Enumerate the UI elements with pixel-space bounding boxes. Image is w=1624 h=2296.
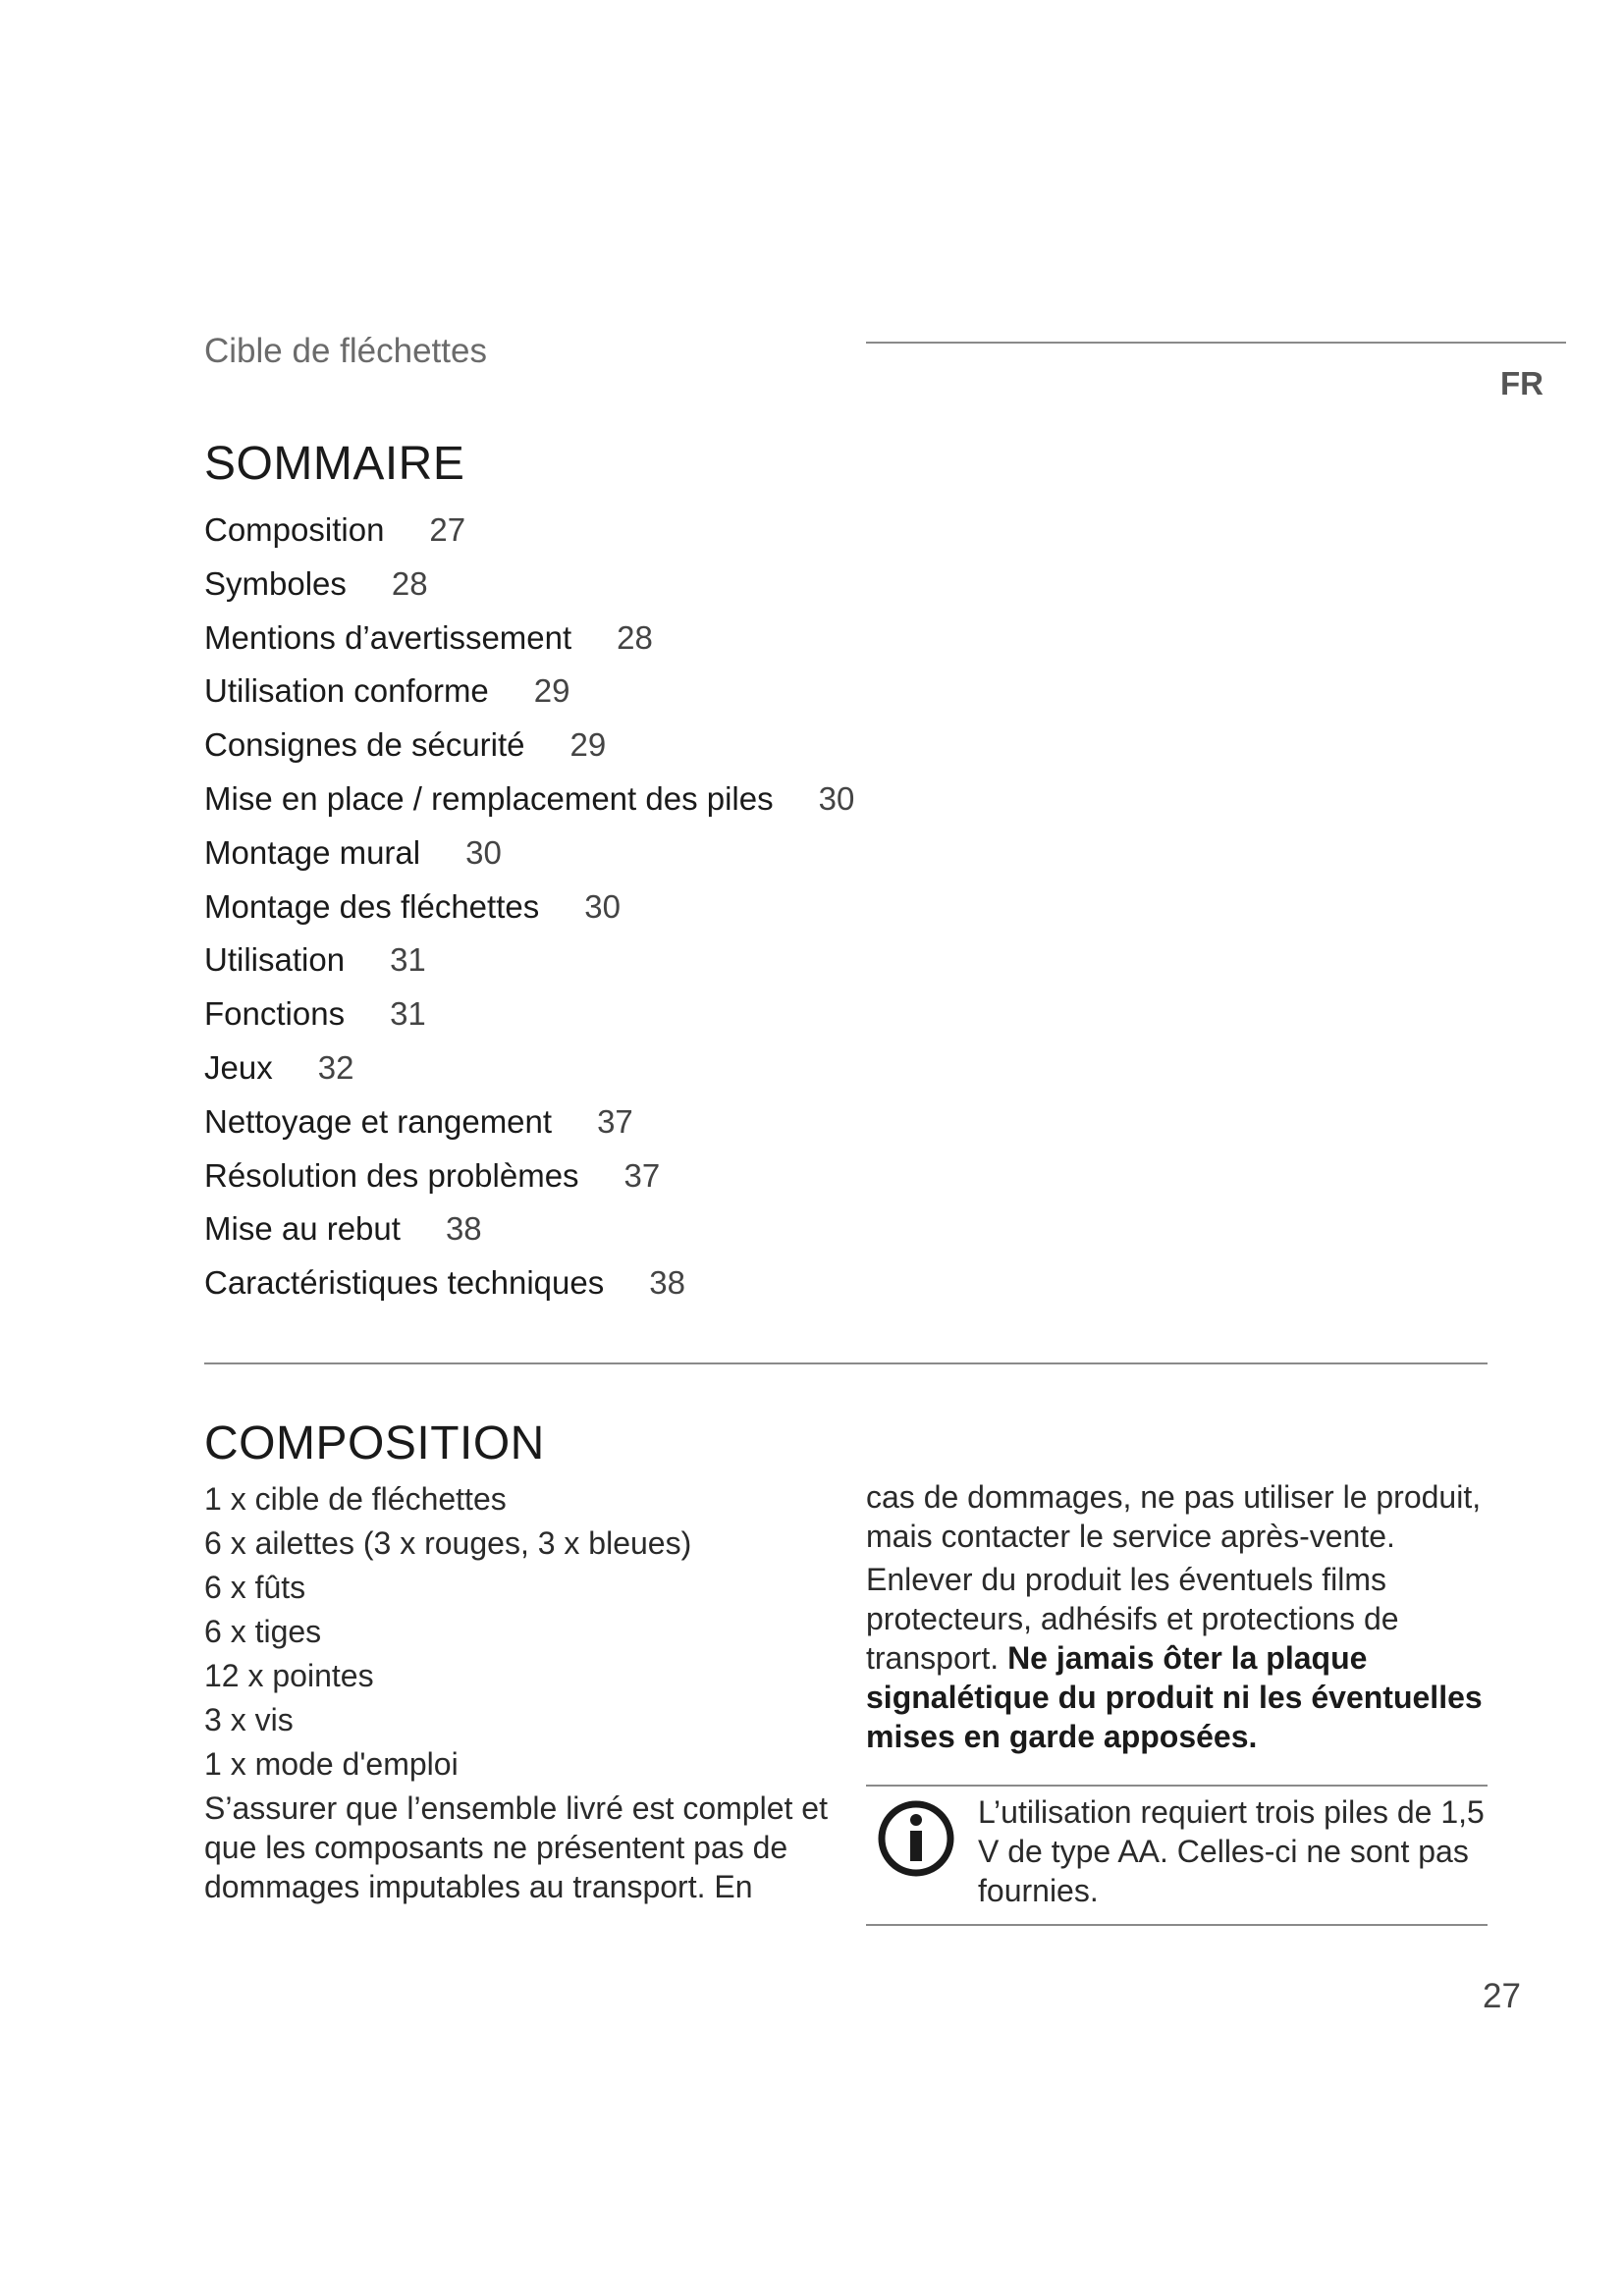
toc-item <box>204 881 854 934</box>
toc-item-page: 31 <box>390 995 426 1033</box>
toc-item-label: Mentions d’avertissement <box>204 618 572 656</box>
toc-item-label: Résolution des problèmes <box>204 1156 579 1194</box>
toc-item-label: Mise en place / remplacement des piles <box>204 779 774 817</box>
toc-item <box>204 1095 854 1149</box>
toc-item-page: 30 <box>584 887 621 925</box>
toc-item <box>204 504 854 558</box>
toc-item-page: 30 <box>818 779 855 817</box>
document-header-title: Cible de fléchettes <box>204 332 487 370</box>
remove-films-text: Enlever du produit les éventuels films protecteurs, adhésifs et protections de transport. <box>866 1562 1399 1676</box>
composition-item: 6 x fûts <box>204 1570 306 1605</box>
toc-item <box>204 665 854 719</box>
page-number: 27 <box>1483 1977 1521 2015</box>
toc-item-page: 32 <box>317 1048 354 1086</box>
toc-item-label: Utilisation <box>204 941 346 979</box>
toc-item-label: Caractéristiques techniques <box>204 1264 605 1302</box>
toc-heading: SOMMAIRE <box>204 438 465 490</box>
section-divider <box>204 1362 1488 1364</box>
composition-heading: COMPOSITION <box>204 1417 545 1469</box>
toc-item-label: Fonctions <box>204 995 346 1033</box>
info-box-bottom-rule <box>866 1924 1488 1926</box>
composition-item: 12 x pointes <box>204 1658 374 1693</box>
damage-instructions <box>866 1477 1488 1756</box>
toc-item <box>204 612 854 666</box>
toc-item <box>204 1149 854 1203</box>
toc-item-page: 29 <box>569 726 607 764</box>
nameplate-warning: Ne jamais ôter la plaque signalétique du produit ni les éventuelles mises en garde apposées. <box>866 1640 1483 1754</box>
toc-item-page: 29 <box>533 672 570 710</box>
composition-list <box>204 1477 691 1787</box>
composition-item: 6 x ailettes (3 x rouges, 3 x bleues) <box>204 1525 692 1561</box>
toc-item <box>204 773 854 827</box>
toc-item <box>204 1202 854 1256</box>
toc-item-page: 27 <box>429 511 466 548</box>
info-circle-icon <box>876 1798 956 1879</box>
toc-item-label: Composition <box>204 511 385 548</box>
toc-list <box>204 504 854 1310</box>
header-divider <box>866 342 1566 344</box>
toc-item-label: Mise au rebut <box>204 1210 401 1248</box>
toc-item-page: 28 <box>617 618 653 656</box>
info-box-top-rule <box>866 1785 1488 1787</box>
toc-item-page: 30 <box>465 833 502 871</box>
toc-item-label: Consignes de sécurité <box>204 726 525 764</box>
toc-item-page: 37 <box>597 1102 633 1140</box>
toc-item-page: 28 <box>391 564 428 602</box>
toc-item-label: Montage des fléchettes <box>204 887 540 925</box>
toc-item-label: Jeux <box>204 1048 273 1086</box>
toc-item <box>204 1041 854 1095</box>
toc-item-label: Nettoyage et rangement <box>204 1102 553 1140</box>
toc-item-label: Symboles <box>204 564 347 602</box>
toc-item-label: Montage mural <box>204 833 421 871</box>
composition-item: 3 x vis <box>204 1702 294 1737</box>
toc-item <box>204 827 854 881</box>
delivery-check-paragraph: S’assurer que l’ensemble livré est complet et que les composants ne présentent pas de dommages imputables au transport. En <box>204 1790 828 1904</box>
toc-item <box>204 1256 854 1310</box>
composition-item: 1 x cible de fléchettes <box>204 1481 507 1517</box>
toc-item-page: 38 <box>649 1264 685 1302</box>
toc-item <box>204 558 854 612</box>
toc-item <box>204 988 854 1041</box>
composition-item: 1 x mode d'emploi <box>204 1746 459 1782</box>
damage-paragraph: cas de dommages, ne pas utiliser le produit, mais contacter le service après-vente. <box>866 1479 1482 1554</box>
toc-item-page: 31 <box>390 941 426 979</box>
language-label: FR <box>1500 365 1543 401</box>
toc-item-page: 37 <box>623 1156 661 1194</box>
battery-info-text: L’utilisation requiert trois piles de 1,5 V de type AA. Celles-ci ne sont pas fournies. <box>978 1794 1485 1908</box>
toc-item <box>204 719 854 773</box>
composition-item: 6 x tiges <box>204 1614 322 1649</box>
toc-item-label: Utilisation conforme <box>204 672 489 710</box>
toc-item <box>204 934 854 988</box>
toc-item-page: 38 <box>445 1210 482 1248</box>
